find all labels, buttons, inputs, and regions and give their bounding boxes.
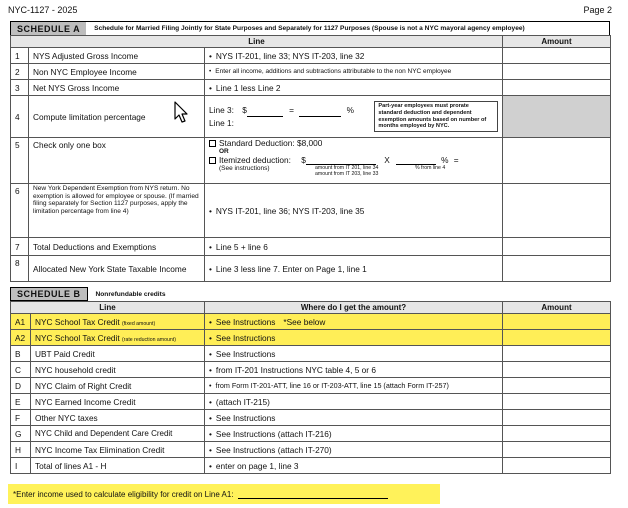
line-label-cell [31, 314, 205, 330]
line-where: • enter on page 1, line 3 [205, 458, 503, 474]
amount-from-it201: amount from IT 201, line 34 [315, 165, 379, 171]
amount-field[interactable] [503, 314, 611, 330]
col-amount-header: Amount [503, 36, 611, 48]
pct-from-line4: % from line 4 [415, 165, 446, 171]
line-number: 8 [11, 256, 29, 282]
percent-sign: % [346, 104, 355, 115]
dollar-sign: $ [301, 155, 306, 165]
col-line-header: Line [11, 36, 503, 48]
line-number: F [11, 410, 31, 426]
table-row [11, 184, 611, 238]
line-number: I [11, 458, 31, 474]
table-row [11, 458, 611, 474]
dollar-sign: $ [242, 104, 247, 115]
line-label: New York Dependent Exemption from NYS return. No exemption is allowed for employee or spouse. (If married filing separately for Section 1127 purposes, apply the limitation percentage from line 4) [29, 184, 205, 238]
schedule-b-table [10, 301, 611, 474]
line-number: 6 [11, 184, 29, 238]
multiply-sign: X [384, 155, 390, 165]
line-where: • See Instructions [205, 330, 503, 346]
line-label: Total of lines A1 - H [31, 458, 205, 474]
line-label: NYC household credit [31, 362, 205, 378]
line-where: • NYS IT-201, line 33; NYS IT-203, line 32 [205, 48, 503, 64]
line-label: Non NYC Employee Income [29, 64, 205, 80]
table-row [11, 138, 611, 184]
eligibility-income-input[interactable] [238, 489, 388, 499]
itemized-deduction-label: Itemized deduction: [219, 155, 291, 165]
line-qualifier: (fixed amount) [122, 320, 156, 327]
amount-field[interactable] [503, 64, 611, 80]
amount-field[interactable] [503, 378, 611, 394]
col-where-header: Where do I get the amount? [205, 302, 503, 314]
line-where: • Line 3 less line 7. Enter on Page 1, line 1 [205, 256, 503, 282]
line-label: NYS Adjusted Gross Income [29, 48, 205, 64]
table-row [11, 378, 611, 394]
line-label: NYC Child and Dependent Care Credit [31, 426, 205, 442]
deduction-choice [205, 138, 503, 184]
line-label: Net NYS Gross Income [29, 80, 205, 96]
line-label: NYC School Tax Credit [35, 316, 120, 327]
percent-input[interactable] [396, 156, 436, 165]
line-number: 7 [11, 238, 29, 256]
line-number: 2 [11, 64, 29, 80]
amount-field[interactable] [503, 138, 611, 184]
line-number: 3 [11, 80, 29, 96]
line-where: • See Instructions [205, 346, 503, 362]
table-row [11, 346, 611, 362]
schedule-a-badge: SCHEDULE A [11, 22, 86, 35]
table-row [11, 330, 611, 346]
amount-field[interactable] [503, 410, 611, 426]
page-number: Page 2 [583, 5, 612, 15]
table-row [11, 410, 611, 426]
standard-deduction-label: Standard Deduction: $8,000 [219, 138, 323, 148]
amount-field[interactable] [503, 458, 611, 474]
line-where: • See Instructions (attach IT-270) [205, 442, 503, 458]
line-number: G [11, 426, 31, 442]
line-label: NYC Earned Income Credit [31, 394, 205, 410]
table-row [11, 80, 611, 96]
line-label: UBT Paid Credit [31, 346, 205, 362]
line-label: Total Deductions and Exemptions [29, 238, 205, 256]
line-label: NYC Claim of Right Credit [31, 378, 205, 394]
amount-from-it203: amount from IT 203, line 33 [315, 171, 379, 177]
schedule-b-subtitle: Nonrefundable credits [95, 290, 166, 298]
table-row [11, 394, 611, 410]
line-number: C [11, 362, 31, 378]
col-line-header: Line [11, 302, 205, 314]
standard-deduction-checkbox[interactable] [209, 140, 216, 147]
amount-field[interactable] [503, 426, 611, 442]
schedule-b-title [10, 288, 166, 300]
table-row [11, 426, 611, 442]
line-where: • NYS IT-201, line 36; NYS IT-203, line 35 [205, 184, 503, 238]
line-where-cell [205, 314, 503, 330]
schedule-b-badge: SCHEDULE B [10, 287, 88, 301]
part-year-note: Part-year employees must prorate standard deduction and dependent exemption amounts based on number of months employed by NYC. [374, 101, 498, 131]
line-number: 4 [11, 96, 29, 138]
line-label-cell [31, 330, 205, 346]
document-header [8, 5, 612, 19]
col-amount-header: Amount [503, 302, 611, 314]
line-where: • Enter all income, additions and subtractions attributable to the non NYC employee [205, 64, 503, 80]
or-label: OR [219, 148, 229, 155]
line-number: E [11, 394, 31, 410]
percent-sign: % [441, 155, 449, 165]
table-row [11, 256, 611, 282]
amount-field[interactable] [503, 362, 611, 378]
schedule-a-description: Schedule for Married Filing Jointly for State Purposes and Separately for 1127 Purposes (Spouse is not a NYC mayoral agency employee) [94, 25, 525, 32]
amount-field[interactable] [503, 330, 611, 346]
line3-label: Line 3: [209, 104, 234, 115]
table-row [11, 362, 611, 378]
line-where: • from Form IT-201-ATT, line 16 or IT-203-ATT, line 15 (attach Form IT-257) [205, 378, 503, 394]
mouse-pointer-icon [174, 101, 190, 125]
line-label: Compute limitation percentage [29, 96, 205, 138]
line-where: • Line 5 + line 6 [205, 238, 503, 256]
amount-field[interactable] [503, 80, 611, 96]
line3-input[interactable] [247, 108, 283, 117]
equals-sign: = [453, 155, 459, 165]
amount-field[interactable] [503, 442, 611, 458]
line-label: NYC Income Tax Elimination Credit [31, 442, 205, 458]
line-label: Allocated New York State Taxable Income [29, 256, 205, 282]
table-row [11, 442, 611, 458]
line-where: • from IT-201 Instructions NYC table 4, 5 or 6 [205, 362, 503, 378]
itemized-deduction-checkbox[interactable] [209, 157, 216, 164]
amount-field-shaded [503, 96, 611, 138]
line-number: A1 [11, 314, 31, 330]
line-qualifier: (rate reduction amount) [122, 336, 176, 343]
amount-field[interactable] [503, 256, 611, 282]
line-where: • See Instructions [205, 410, 503, 426]
line-where: • See Instructions [209, 317, 275, 327]
amount-field[interactable] [503, 48, 611, 64]
line-number: 5 [11, 138, 29, 184]
amount-field[interactable] [503, 184, 611, 238]
amount-field[interactable] [503, 394, 611, 410]
line-where: • (attach IT-215) [205, 394, 503, 410]
itemized-amount-input[interactable] [306, 156, 376, 165]
see-below-note: *See below [283, 316, 326, 327]
line-label: Check only one box [29, 138, 205, 184]
schedule-a-title [10, 21, 610, 35]
line-label: NYC School Tax Credit [35, 332, 120, 343]
line-number: 1 [11, 48, 29, 64]
line-number: H [11, 442, 31, 458]
schedule-a-table [10, 35, 611, 282]
line1-label: Line 1: [209, 117, 234, 128]
see-instructions: (See instructions) [219, 165, 270, 172]
line-number: B [11, 346, 31, 362]
line-number: D [11, 378, 31, 394]
percentage-input[interactable] [299, 108, 341, 117]
table-row [11, 64, 611, 80]
amount-field[interactable] [503, 346, 611, 362]
footnote-text: *Enter income used to calculate eligibility for credit on Line A1: [13, 489, 234, 499]
table-row [11, 238, 611, 256]
limitation-calc [205, 96, 503, 138]
line-where: • Line 1 less Line 2 [205, 80, 503, 96]
form-id: NYC-1127 - 2025 [8, 5, 78, 15]
amount-field[interactable] [503, 238, 611, 256]
equals-sign: = [289, 104, 295, 115]
line-number: A2 [11, 330, 31, 346]
table-row [11, 96, 611, 138]
table-row [11, 314, 611, 330]
line-where: • See Instructions (attach IT-216) [205, 426, 503, 442]
income-eligibility-footnote [8, 484, 440, 504]
table-row [11, 48, 611, 64]
line-label: Other NYC taxes [31, 410, 205, 426]
